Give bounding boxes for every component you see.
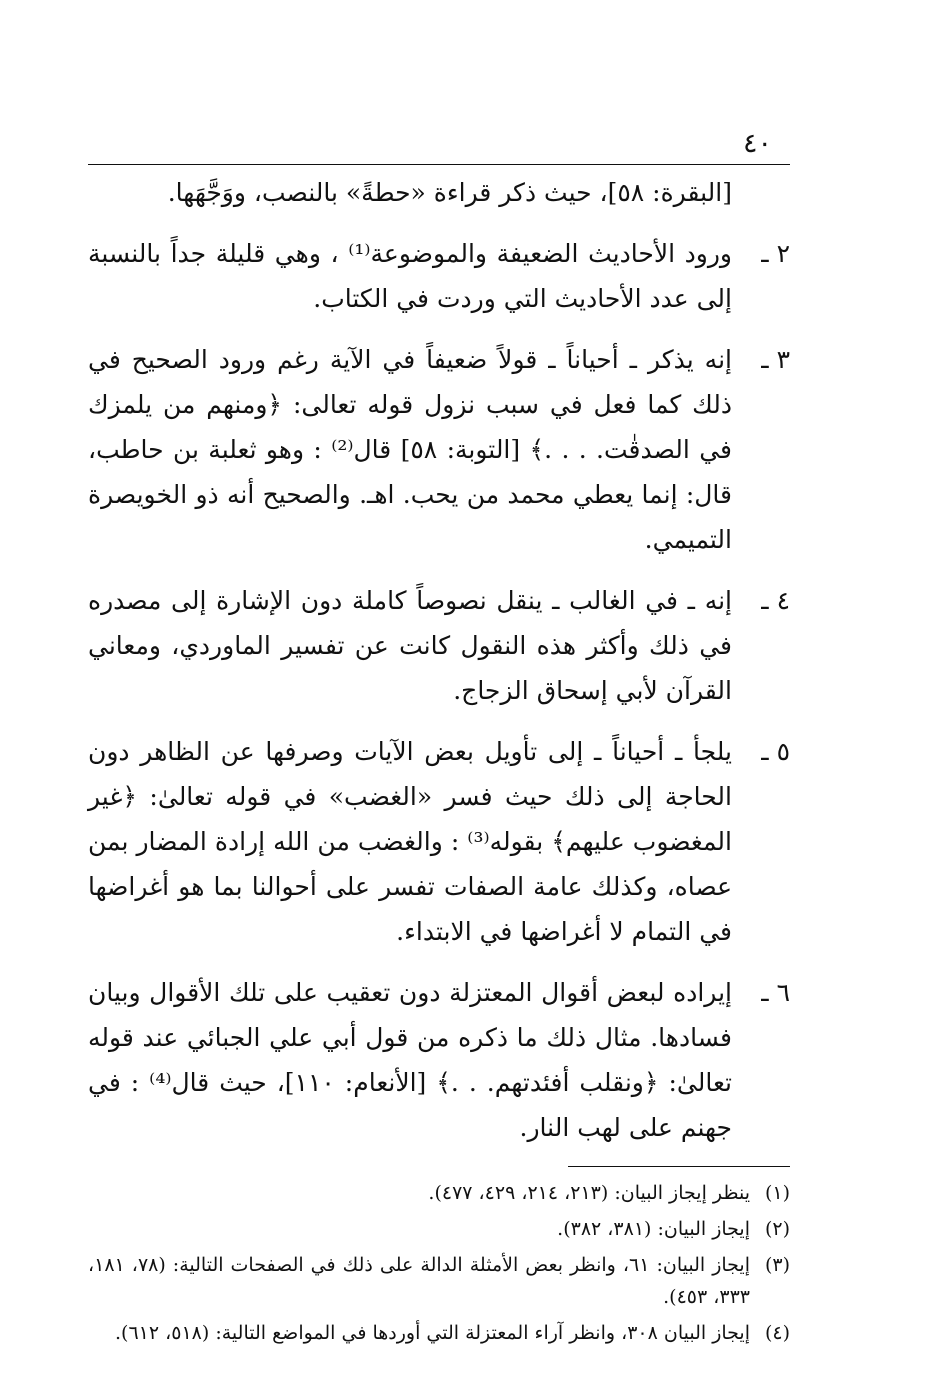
footnote-text: إيجاز البيان: (٣٨١، ٣٨٢).: [557, 1218, 750, 1240]
item-number: ٣ ـ: [761, 345, 790, 374]
item-text: ورود الأحاديث الضعيفة والموضوعة⁽¹⁾ ، وهي قليلة جداً بالنسبة إلى عدد الأحاديث التي وردت في الكتاب.: [88, 239, 732, 313]
item-number: ٢ ـ: [761, 239, 790, 268]
footnotes: [88, 1177, 790, 1349]
footnote-text: إيجاز البيان ٣٠٨، وانظر آراء المعتزلة التي أوردها في المواضع التالية: (٥١٨، ٦١٢).: [115, 1322, 750, 1344]
item-text: إنه ـ في الغالب ـ ينقل نصوصاً كاملة دون الإشارة إلى مصدره في ذلك وأكثر هذه النقول كانت عن تفسير الماوردي، ومعاني القرآن لأبي إسحاق الزجاج.: [88, 586, 732, 705]
footnote-number: (٣): [764, 1254, 790, 1276]
footnote-separator: [568, 1166, 790, 1167]
footnote: [88, 1249, 790, 1313]
list-item: [88, 729, 790, 954]
footnote: [88, 1177, 790, 1209]
footnote-number: (٢): [764, 1218, 790, 1240]
header-rule: [88, 164, 790, 165]
footnote-number: (١): [764, 1182, 790, 1204]
footnote-number: (٤): [764, 1322, 790, 1344]
footnote-text: إيجاز البيان: ٦١، وانظر بعض الأمثلة الدالة على ذلك في الصفحات التالية: (٧٨، ١٨١، ٣٣٣، ٤٥٣).: [88, 1254, 750, 1308]
item-number: ٥ ـ: [761, 737, 790, 766]
item-text: يلجأ ـ أحياناً ـ إلى تأويل بعض الآيات وصرفها عن الظاهر دون الحاجة إلى ذلك حيث فسر «الغضب» في قوله تعالىٰ: ﴿غير المغضوب عليهم﴾ بقوله⁽³⁾ : والغضب من الله إرادة المضار بمن عصاه، وكذلك عامة الصفات تفسر على أحوالنا بما هو أغراضها في التمام لا أغراضها في الابتداء.: [88, 737, 732, 946]
list-item: [88, 337, 790, 562]
continuation-text: [البقرة: ٥٨]، حيث ذكر قراءة «حطةً» بالنصب، ووَجَّهَها.: [167, 178, 732, 207]
book-page: [88, 126, 790, 1353]
footnote: [88, 1213, 790, 1245]
list-item: [88, 970, 790, 1150]
numbered-list: [88, 231, 790, 1150]
item-text: إنه يذكر ـ أحياناً ـ قولاً ضعيفاً في الآية رغم ورود الصحيح في ذلك كما فعل في سبب نزول قوله تعالى: ﴿ومنهم من يلمزك في الصدقٰت. . . .﴾ [التوبة: ٥٨] قال⁽²⁾ : وهو ثعلبة بن حاطب، قال: إنما يعطي محمد من يحب. اهـ. والصحيح أنه ذو الخويصرة التميمي.: [88, 345, 732, 554]
page-number: ٤٠: [742, 128, 772, 159]
list-item: [88, 578, 790, 713]
item-number: ٦ ـ: [761, 978, 790, 1007]
footnote: [88, 1317, 790, 1349]
footnote-text: ينظر إيجاز البيان: (٢١٣، ٢١٤، ٤٢٩، ٤٧٧).: [428, 1182, 750, 1204]
item-number: ٤ ـ: [761, 586, 790, 615]
list-item: [88, 231, 790, 321]
item-text: إيراده لبعض أقوال المعتزلة دون تعقيب على تلك الأقوال وبيان فسادها. مثال ذلك ما ذكره من قول أبي علي الجبائي عند قوله تعالىٰ: ﴿ونقلب أفئدتهم. . .﴾ [الأنعام: ١١٠]، حيث قال⁽⁴⁾ : في جهنم على لهب النار.: [88, 978, 732, 1142]
